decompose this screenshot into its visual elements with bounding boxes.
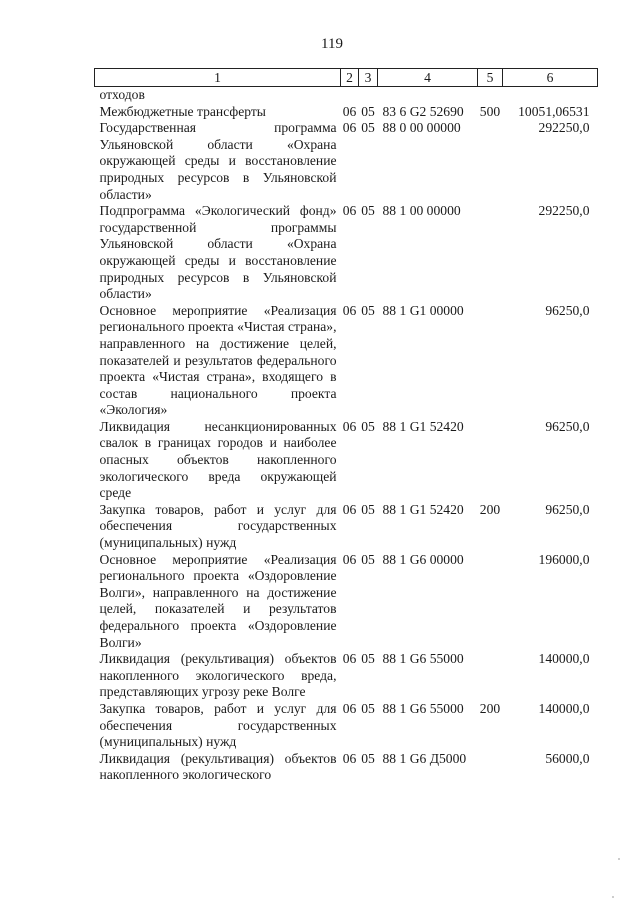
row-amount: 56000,0 — [545, 750, 590, 766]
row-expense-type — [478, 87, 503, 104]
row-subsection-code: 05 — [361, 302, 375, 318]
row-section-code: 06 — [342, 700, 357, 716]
row-name: Закупка товаров, работ и услуг для обеспечения государственных (муниципальных) нужд — [99, 700, 337, 750]
table-row — [95, 120, 598, 203]
row-section-code: 06 — [342, 103, 357, 119]
row-section-code: 06 — [342, 203, 357, 219]
row-amount — [503, 87, 598, 104]
row-section-code — [341, 87, 359, 104]
scan-speck — [612, 896, 614, 898]
row-name: Основное мероприятие «Реализация регионального проекта «Оздоровление Волги», направленного на достижение целей, показателей и результатов федерального проекта «Оздоровление Волги» — [99, 551, 337, 650]
row-subsection-code — [359, 87, 378, 104]
row-section-code: 06 — [342, 302, 357, 318]
row-target-code — [378, 87, 478, 104]
scan-speck — [618, 858, 620, 860]
row-amount: 96250,0 — [545, 302, 590, 318]
row-subsection-code: 05 — [361, 501, 375, 517]
table-row — [95, 701, 598, 751]
column-header-5: 5 — [478, 69, 503, 87]
row-amount: 96250,0 — [545, 418, 590, 434]
column-header-2: 2 — [341, 69, 359, 87]
row-subsection-code: 05 — [361, 103, 375, 119]
column-header-4: 4 — [378, 69, 478, 87]
row-target-code: 88 1 G1 52420 — [382, 501, 464, 517]
row-name: отходов — [99, 87, 145, 102]
column-header-1: 1 — [95, 69, 341, 87]
row-name: Основное мероприятие «Реализация регионального проекта «Чистая страна», направленного на достижение целей, показателей и результатов федерального проекта «Чистая страна», входящего в состав национального проекта «Экология» — [99, 302, 337, 418]
row-amount: 140000,0 — [538, 700, 590, 716]
row-expense-type — [478, 751, 503, 784]
row-subsection-code: 05 — [361, 750, 375, 766]
row-expense-type: 500 — [479, 103, 501, 119]
row-target-code: 88 1 G6 Д5000 — [382, 750, 467, 766]
row-amount: 140000,0 — [538, 651, 590, 667]
row-name: Закупка товаров, работ и услуг для обеспечения государственных (муниципальных) нужд — [99, 501, 337, 551]
row-target-code: 83 6 G2 52690 — [382, 103, 464, 119]
row-target-code: 88 1 G6 55000 — [382, 651, 464, 667]
row-subsection-code: 05 — [361, 203, 375, 219]
row-name: Государственная программа Ульяновской области «Охрана окружающей среды и восстановление природных ресурсов в Ульяновской области» — [99, 120, 337, 202]
table-row — [95, 303, 598, 419]
row-subsection-code: 05 — [361, 651, 375, 667]
table-row — [95, 419, 598, 502]
row-expense-type — [478, 203, 503, 303]
budget-table — [94, 68, 598, 784]
row-expense-type — [478, 552, 503, 652]
row-expense-type — [478, 303, 503, 419]
row-target-code: 88 1 G6 00000 — [382, 551, 464, 567]
row-target-code: 88 1 G6 55000 — [382, 700, 464, 716]
table-body — [95, 87, 598, 784]
row-name: Подпрограмма «Экологический фонд» государственной программы Ульяновской области «Охрана окружающей среды и восстановление природных ресурсов в Ульяновской области» — [99, 203, 337, 302]
row-amount: 196000,0 — [538, 551, 590, 567]
row-expense-type — [478, 419, 503, 502]
row-name: Ликвидация несанкционированных свалок в границах городов и наиболее опасных объектов накопленного экологического вреда окружающей среде — [99, 418, 337, 501]
row-amount: 96250,0 — [545, 501, 590, 517]
table-header — [95, 69, 598, 87]
row-section-code: 06 — [342, 651, 357, 667]
row-target-code: 88 1 G1 52420 — [382, 418, 464, 434]
table-row — [95, 552, 598, 652]
row-target-code: 88 1 00 00000 — [382, 203, 461, 219]
column-header-3: 3 — [359, 69, 378, 87]
row-name: Межбюджетные трансферты — [99, 103, 266, 119]
row-section-code: 06 — [342, 501, 357, 517]
row-section-code: 06 — [342, 551, 357, 567]
row-subsection-code: 05 — [361, 418, 375, 434]
header-row — [95, 69, 598, 87]
row-section-code: 06 — [342, 120, 357, 136]
row-subsection-code: 05 — [361, 700, 375, 716]
column-header-6: 6 — [503, 69, 598, 87]
row-amount: 292250,0 — [538, 120, 590, 136]
row-section-code: 06 — [342, 418, 357, 434]
row-expense-type — [478, 651, 503, 701]
row-expense-type — [478, 120, 503, 203]
row-expense-type: 200 — [479, 700, 501, 716]
table-row — [95, 751, 598, 784]
row-target-code: 88 0 00 00000 — [382, 120, 461, 136]
table-row — [95, 651, 598, 701]
row-subsection-code: 05 — [361, 120, 375, 136]
row-expense-type: 200 — [479, 501, 501, 517]
table-row — [95, 502, 598, 552]
table-row — [95, 104, 598, 121]
row-name: Ликвидация (рекультивация) объектов накопленного экологического — [99, 750, 337, 783]
row-section-code: 06 — [342, 750, 357, 766]
page-number: 119 — [321, 36, 343, 52]
table-row — [95, 87, 598, 104]
row-target-code: 88 1 G1 00000 — [382, 302, 464, 318]
row-amount: 10051,06531 — [518, 103, 590, 119]
row-name: Ликвидация (рекультивация) объектов накопленного экологического вреда, представляющих угрозу реке Волге — [99, 651, 337, 700]
row-subsection-code: 05 — [361, 551, 375, 567]
row-amount: 292250,0 — [538, 203, 590, 219]
table-row — [95, 203, 598, 303]
